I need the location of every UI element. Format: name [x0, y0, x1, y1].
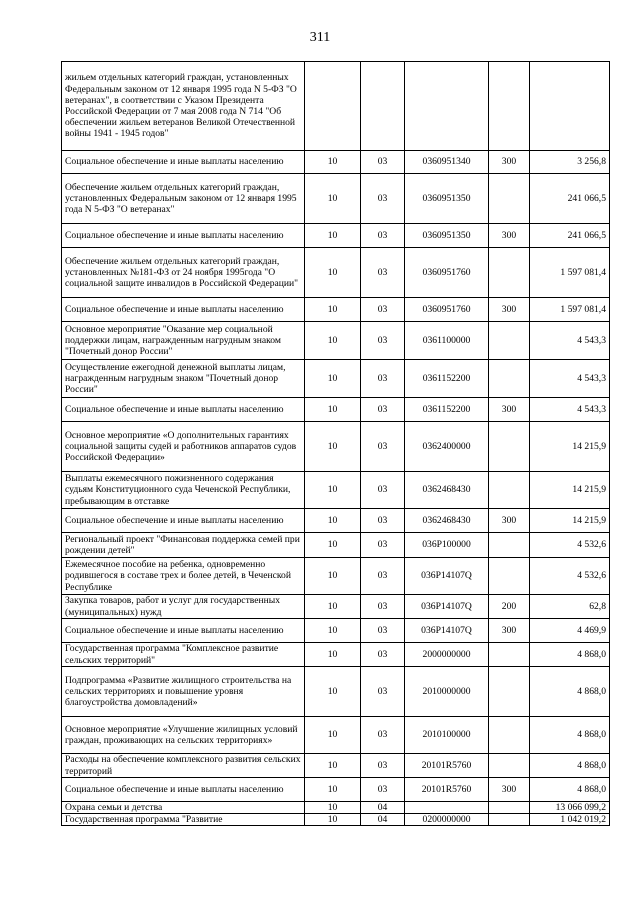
row-section: 10 [305, 248, 361, 298]
row-subsection: 03 [361, 174, 405, 224]
table-row [62, 558, 610, 595]
row-amount: 241 066,5 [530, 224, 610, 248]
row-amount: 4 868,0 [530, 667, 610, 717]
row-target-code: 036P14107Q [405, 558, 489, 595]
row-expense-type [489, 174, 530, 224]
row-target-code: 2010000000 [405, 667, 489, 717]
row-target-code: 0360951350 [405, 174, 489, 224]
row-expense-type [489, 754, 530, 778]
row-expense-type [489, 717, 530, 754]
row-expense-type [489, 558, 530, 595]
row-target-code [405, 802, 489, 814]
row-expense-type [489, 62, 530, 151]
row-expense-type: 300 [489, 398, 530, 422]
row-description: Государственная программа "Развитие [62, 814, 305, 826]
row-target-code: 036P14107Q [405, 595, 489, 619]
table-row [62, 62, 610, 151]
row-amount: 4 543,3 [530, 322, 610, 360]
table-row [62, 224, 610, 248]
table-row [62, 509, 610, 533]
row-expense-type [489, 643, 530, 667]
row-subsection: 03 [361, 422, 405, 472]
row-subsection: 03 [361, 533, 405, 558]
row-description: Социальное обеспечение и иные выплаты населению [62, 778, 305, 802]
row-subsection: 03 [361, 754, 405, 778]
row-section: 10 [305, 398, 361, 422]
row-amount: 4 868,0 [530, 778, 610, 802]
row-section: 10 [305, 472, 361, 509]
row-description: Ежемесячное пособие на ребенка, одновременно родившегося в составе трех и более детей, в Чеченской Республике [62, 558, 305, 595]
row-subsection: 03 [361, 558, 405, 595]
row-expense-type [489, 533, 530, 558]
row-subsection: 03 [361, 360, 405, 398]
row-amount: 4 532,6 [530, 558, 610, 595]
row-target-code: 0360951350 [405, 224, 489, 248]
row-expense-type [489, 422, 530, 472]
row-subsection: 03 [361, 248, 405, 298]
row-section: 10 [305, 667, 361, 717]
row-subsection: 03 [361, 509, 405, 533]
row-section: 10 [305, 802, 361, 814]
row-subsection: 03 [361, 619, 405, 643]
row-expense-type [489, 248, 530, 298]
row-section: 10 [305, 322, 361, 360]
row-description: Основное мероприятие "Оказание мер социальной поддержки лицам, награжденным нагрудным знаком "Почетный донор России" [62, 322, 305, 360]
row-amount: 241 066,5 [530, 174, 610, 224]
row-expense-type [489, 472, 530, 509]
row-amount: 1 042 019,2 [530, 814, 610, 826]
row-target-code: 0360951760 [405, 298, 489, 322]
row-amount: 13 066 099,2 [530, 802, 610, 814]
row-amount: 4 868,0 [530, 717, 610, 754]
row-expense-type: 300 [489, 298, 530, 322]
row-target-code: 0360951340 [405, 151, 489, 174]
row-description: Расходы на обеспечение комплексного развития сельских территорий [62, 754, 305, 778]
row-section: 10 [305, 558, 361, 595]
row-section: 10 [305, 533, 361, 558]
row-target-code: 036P100000 [405, 533, 489, 558]
row-target-code: 2000000000 [405, 643, 489, 667]
row-expense-type [489, 360, 530, 398]
row-section: 10 [305, 224, 361, 248]
budget-table [61, 61, 610, 826]
row-amount: 14 215,9 [530, 509, 610, 533]
row-description: Социальное обеспечение и иные выплаты населению [62, 224, 305, 248]
row-section: 10 [305, 595, 361, 619]
row-subsection: 03 [361, 778, 405, 802]
row-section: 10 [305, 151, 361, 174]
row-section: 10 [305, 643, 361, 667]
row-description: Социальное обеспечение и иные выплаты населению [62, 398, 305, 422]
row-target-code: 036P14107Q [405, 619, 489, 643]
table-row [62, 717, 610, 754]
table-row [62, 619, 610, 643]
row-subsection: 03 [361, 224, 405, 248]
table-row [62, 248, 610, 298]
row-description: Социальное обеспечение и иные выплаты населению [62, 298, 305, 322]
page-number: 311 [309, 30, 331, 45]
table-row [62, 398, 610, 422]
row-description: Государственная программа "Комплексное развитие сельских территорий" [62, 643, 305, 667]
row-target-code: 2010100000 [405, 717, 489, 754]
row-target-code: 0200000000 [405, 814, 489, 826]
table-row [62, 778, 610, 802]
row-expense-type: 300 [489, 151, 530, 174]
row-section: 10 [305, 298, 361, 322]
row-description: жильем отдельных категорий граждан, установленных Федеральным законом от 12 января 1995 года N 5-ФЗ "О ветеранах", в соответствии с Указом Президента Российской Федерации от 7 мая 2008 года N 714 "Об обеспечении жильем ветеранов Великой Отечественной войны 1941 - 1945 годов" [62, 62, 305, 151]
row-section: 10 [305, 174, 361, 224]
row-amount: 1 597 081,4 [530, 248, 610, 298]
row-amount: 4 469,9 [530, 619, 610, 643]
row-description: Социальное обеспечение и иные выплаты населению [62, 151, 305, 174]
table-row [62, 643, 610, 667]
row-expense-type: 300 [489, 778, 530, 802]
row-subsection: 03 [361, 151, 405, 174]
row-subsection: 03 [361, 398, 405, 422]
row-target-code: 0361152200 [405, 360, 489, 398]
row-description: Основное мероприятие «Улучшение жилищных условий граждан, проживающих на сельских территориях» [62, 717, 305, 754]
row-amount: 4 543,3 [530, 360, 610, 398]
row-subsection: 03 [361, 298, 405, 322]
row-expense-type [489, 667, 530, 717]
row-section: 10 [305, 754, 361, 778]
row-amount: 3 256,8 [530, 151, 610, 174]
row-section: 10 [305, 778, 361, 802]
row-expense-type: 300 [489, 619, 530, 643]
row-expense-type [489, 814, 530, 826]
row-target-code: 0360951760 [405, 248, 489, 298]
row-amount: 4 868,0 [530, 643, 610, 667]
row-section: 10 [305, 360, 361, 398]
row-target-code: 0362400000 [405, 422, 489, 472]
row-section: 10 [305, 814, 361, 826]
row-description: Выплаты ежемесячного пожизненного содержания судьям Конституционного суда Чеченской Республики, пребывающим в отставке [62, 472, 305, 509]
row-expense-type: 300 [489, 509, 530, 533]
table-row [62, 472, 610, 509]
table-row [62, 151, 610, 174]
table-row [62, 802, 610, 814]
row-amount: 4 532,6 [530, 533, 610, 558]
row-expense-type [489, 802, 530, 814]
row-description: Социальное обеспечение и иные выплаты населению [62, 509, 305, 533]
row-amount: 4 543,3 [530, 398, 610, 422]
row-target-code: 0362468430 [405, 509, 489, 533]
row-expense-type: 300 [489, 224, 530, 248]
row-subsection: 04 [361, 802, 405, 814]
table-row [62, 422, 610, 472]
row-expense-type: 200 [489, 595, 530, 619]
table-row [62, 595, 610, 619]
row-description: Обеспечение жильем отдельных категорий граждан, установленных Федеральным законом от 12 января 1995 года N 5-ФЗ "О ветеранах" [62, 174, 305, 224]
table-row [62, 533, 610, 558]
row-amount: 14 215,9 [530, 472, 610, 509]
row-description: Осуществление ежегодной денежной выплаты лицам, награжденным нагрудным знаком "Почетный донор России" [62, 360, 305, 398]
table-row [62, 298, 610, 322]
row-section: 10 [305, 422, 361, 472]
row-subsection: 03 [361, 322, 405, 360]
row-target-code: 0361100000 [405, 322, 489, 360]
row-description: Закупка товаров, работ и услуг для государственных (муниципальных) нужд [62, 595, 305, 619]
table-row [62, 322, 610, 360]
row-subsection: 03 [361, 643, 405, 667]
row-target-code [405, 62, 489, 151]
row-subsection [361, 62, 405, 151]
row-description: Социальное обеспечение и иные выплаты населению [62, 619, 305, 643]
table-row [62, 814, 610, 826]
row-description: Охрана семьи и детства [62, 802, 305, 814]
row-expense-type [489, 322, 530, 360]
row-target-code: 20101R5760 [405, 754, 489, 778]
row-amount: 14 215,9 [530, 422, 610, 472]
row-section [305, 62, 361, 151]
table-row [62, 360, 610, 398]
row-description: Обеспечение жильем отдельных категорий граждан, установленных №181-ФЗ от 24 ноября 1995года "О социальной защите инвалидов в Российской Федерации" [62, 248, 305, 298]
row-subsection: 03 [361, 717, 405, 754]
row-subsection: 03 [361, 472, 405, 509]
row-amount [530, 62, 610, 151]
row-description: Основное мероприятие «О дополнительных гарантиях социальной защиты судей и работников аппаратов судов Российской Федерации» [62, 422, 305, 472]
row-section: 10 [305, 509, 361, 533]
row-subsection: 03 [361, 595, 405, 619]
row-description: Региональный проект "Финансовая поддержка семей при рождении детей" [62, 533, 305, 558]
table-row [62, 754, 610, 778]
row-target-code: 0361152200 [405, 398, 489, 422]
row-amount: 1 597 081,4 [530, 298, 610, 322]
table-row [62, 174, 610, 224]
row-subsection: 04 [361, 814, 405, 826]
row-amount: 62,8 [530, 595, 610, 619]
row-description: Подпрограмма «Развитие жилищного строительства на сельских территориях и повышение уровня благоустройства домовладений» [62, 667, 305, 717]
row-amount: 4 868,0 [530, 754, 610, 778]
row-section: 10 [305, 619, 361, 643]
row-target-code: 0362468430 [405, 472, 489, 509]
row-target-code: 20101R5760 [405, 778, 489, 802]
row-subsection: 03 [361, 667, 405, 717]
row-section: 10 [305, 717, 361, 754]
table-row [62, 667, 610, 717]
